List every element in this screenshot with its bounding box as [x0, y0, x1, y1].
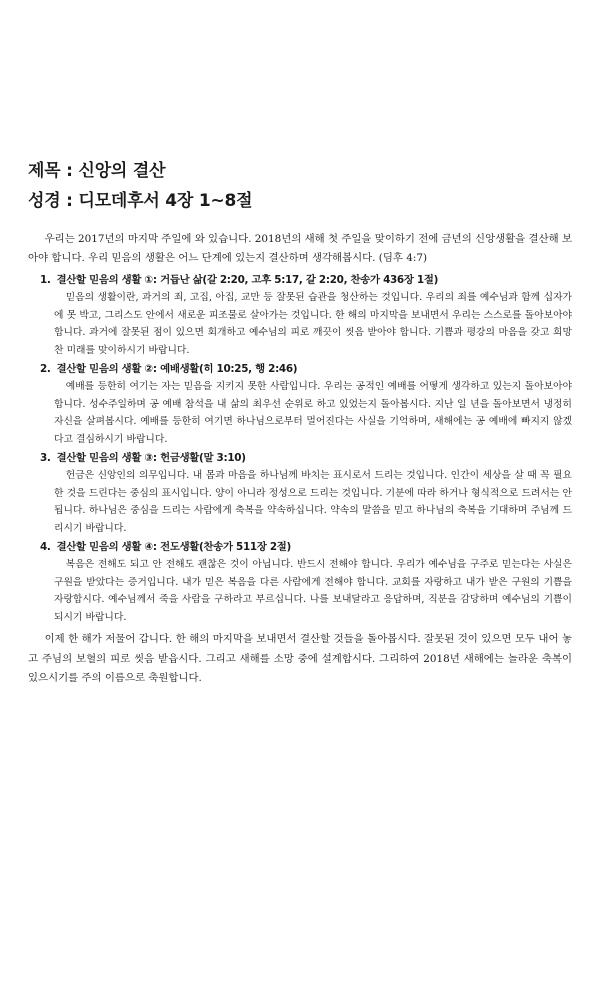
point-heading — [28, 272, 572, 289]
point-heading-text: 결산할 믿음의 생활 ④: 전도생활(찬송가 511장 2절) — [56, 541, 291, 553]
point-heading-text: 결산할 믿음의 생활 ①: 거듭난 삶(갈 2:20, 고후 5:17, 갈 2:20, 찬송가 436장 1절) — [56, 274, 439, 286]
point-heading-text: 결산할 믿음의 생활 ②: 예배생활(히 10:25, 행 2:46) — [56, 363, 298, 375]
point-heading — [28, 361, 572, 378]
point-1 — [28, 272, 572, 359]
sermon-document — [28, 160, 572, 689]
point-heading-text: 결산할 믿음의 생활 ③: 헌금생활(말 3:10) — [56, 452, 246, 464]
point-3 — [28, 450, 572, 537]
point-number: 3. — [40, 452, 51, 464]
closing-paragraph: 이제 한 해가 저물어 갑니다. 한 해의 마지막을 보내면서 결산할 것들을 돌아봅시다. 잘못된 것이 있으면 모두 내어 놓고 주님의 보혈의 피로 씻음 받읍시다. 그리고 새해를 소망 중에 설계합시다. 그리하여 2018년 새해에는 놀라운 축복이 있으시기를 주의 이름으로 축원합니다. — [28, 633, 572, 684]
point-2 — [28, 361, 572, 448]
point-heading — [28, 450, 572, 467]
scripture-reference: 성경 : 디모데후서 4장 1~8절 — [28, 191, 253, 211]
point-body: 복음은 전해도 되고 안 전해도 괜찮은 것이 아닙니다. 반드시 전해야 합니다. 우리가 예수님을 구주로 믿는다는 사실은 구원을 받았다는 증거입니다. 내가 믿은 복음을 다른 사람에게 전해야 합니다. 교회를 자랑하고 내가 받은 구원의 기쁨을 자랑합시다. 예수님께서 죽을 사람을 구하라고 부르십니다. 나를 보내달라고 응답하며, 직분을 감당하며 예수님의 기쁨이 되시기 바랍니다. — [54, 559, 572, 623]
point-4 — [28, 539, 572, 626]
point-number: 1. — [40, 274, 51, 286]
point-body: 예배를 등한히 여기는 자는 믿음을 지키지 못한 사람입니다. 우리는 공적인 예배를 어떻게 생각하고 있는지 돌아보아야 합니다. 성수주일하며 공 예배 참석을 내 삶의 최우선 순위로 하고 있었는지 돌아봅시다. 지난 일 년을 돌아보면서 냉정히 자신을 살펴봅시다. 예배를 등한히 여기면 하나님으로부터 멀어진다는 사실을 기억하며, 새해에는 공 예배에 빠지지 않겠다고 결심하시기 바랍니다. — [54, 381, 572, 445]
point-heading — [28, 539, 572, 556]
point-number: 4. — [40, 541, 51, 553]
point-number: 2. — [40, 363, 51, 375]
point-body: 헌금은 신앙인의 의무입니다. 내 몸과 마음을 하나님께 바치는 표시로서 드리는 것입니다. 인간이 세상을 살 때 꼭 필요한 것을 드린다는 중심의 표시입니다. 양이 아니라 정성으로 드리는 것입니다. 기분에 따라 하거나 형식적으로 드려서는 안 됩니다. 하나님은 중심을 드리는 사람에게 축복을 약속하십니다. 약속의 말씀을 믿고 하나님의 축복을 기대하며 주님께 드리시기 바랍니다. — [54, 470, 572, 534]
sermon-title: 제목 : 신앙의 결산 — [28, 161, 166, 181]
point-body: 믿음의 생활이란, 과거의 죄, 고집, 아집, 교만 등 잘못된 습관을 청산하는 것입니다. 우리의 죄를 예수님과 함께 십자가에 못 박고, 그리스도 안에서 새로운 피조물로 살아가는 것입니다. 한 해의 마지막을 보내면서 우리는 스스로를 돌아보아야 합니다. 과거에 잘못된 점이 있으면 회개하고 예수님의 피로 깨끗이 씻음 받아야 합니다. 기쁨과 평강의 마음을 갖고 희망찬 미래를 맞이하시기 바랍니다. — [54, 292, 572, 356]
intro-paragraph: 우리는 2017년의 마지막 주일에 와 있습니다. 2018년의 새해 첫 주일을 맞이하기 전에 금년의 신앙생활을 결산해 보아야 합니다. 우리 믿음의 생활은 어느 단계에 있는지 결산하며 생각해봅시다. (딤후 4:7) — [28, 233, 572, 264]
